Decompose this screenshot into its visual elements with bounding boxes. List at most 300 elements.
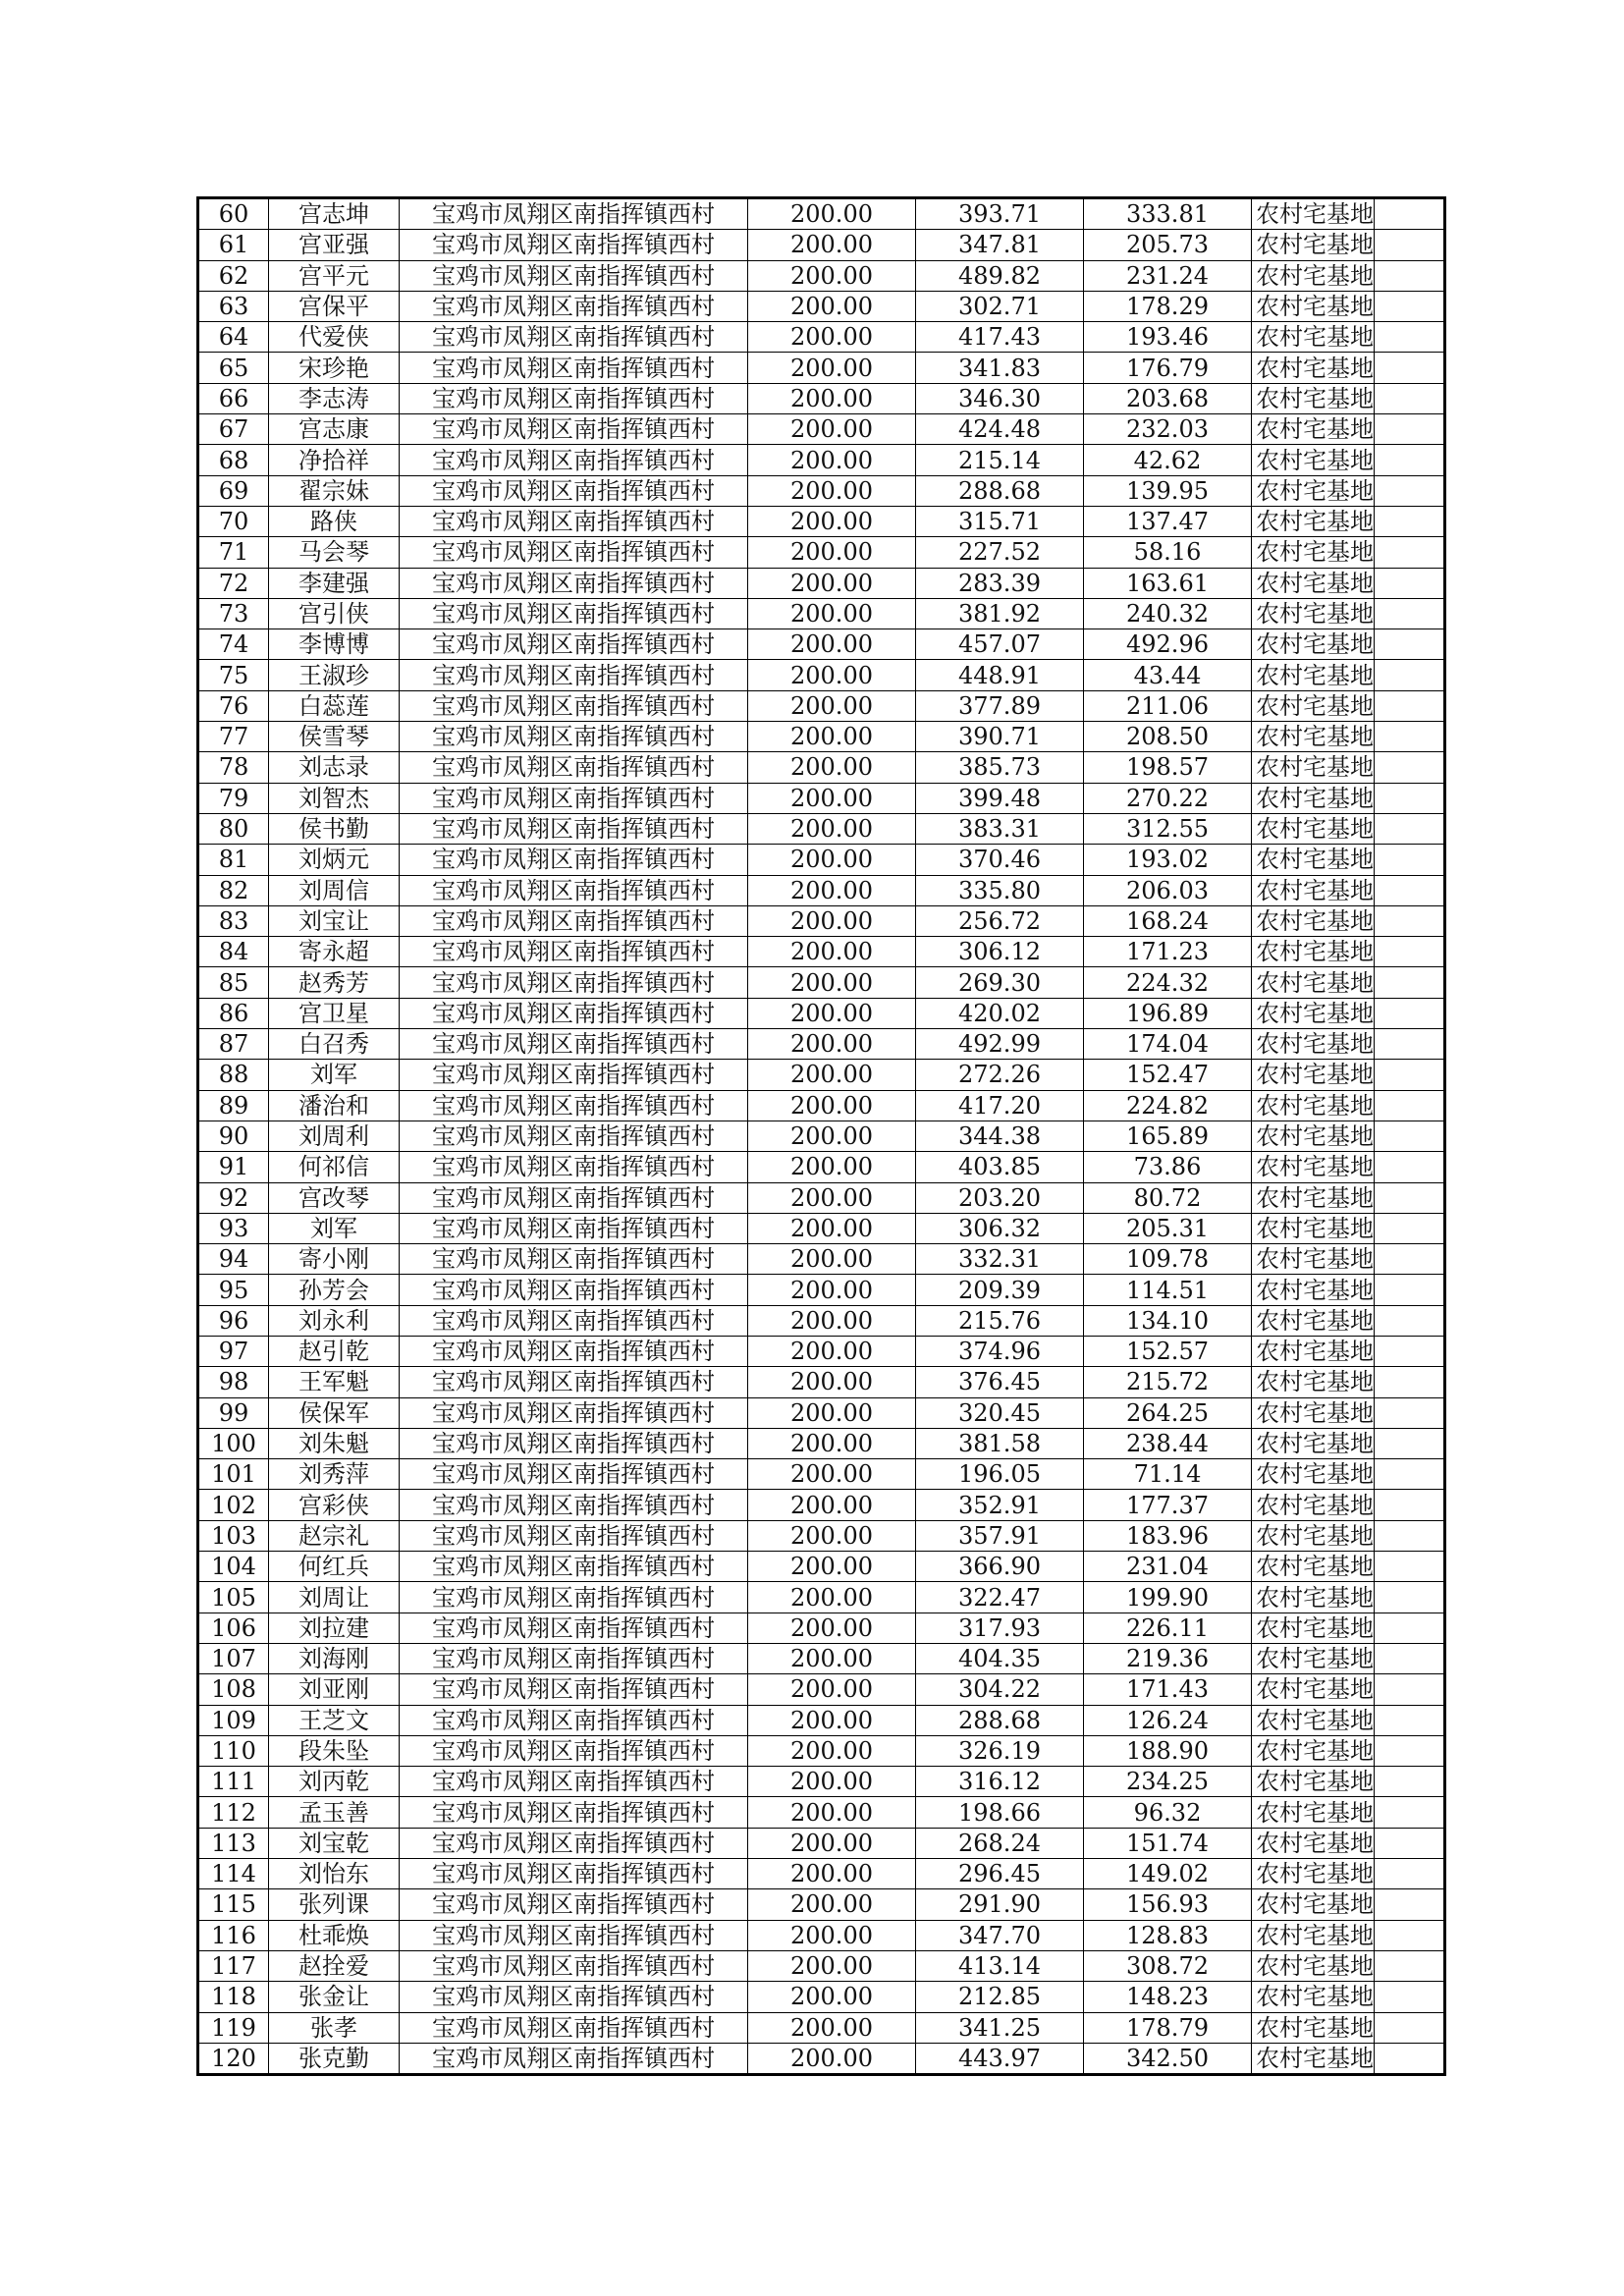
address-cell: 宝鸡市凤翔区南指挥镇西村 — [400, 1674, 748, 1705]
area-a-cell: 315.71 — [916, 506, 1084, 536]
owner-name-cell: 赵秀芳 — [269, 967, 400, 998]
land-type-cell: 农村宅基地 — [1252, 1121, 1375, 1151]
area-b-cell: 199.90 — [1084, 1582, 1252, 1613]
owner-name-cell: 刘海刚 — [269, 1643, 400, 1673]
row-number-cell: 109 — [198, 1705, 269, 1735]
remarks-cell — [1375, 383, 1445, 413]
remarks-cell — [1375, 291, 1445, 321]
area-b-cell: 270.22 — [1084, 783, 1252, 813]
remarks-cell — [1375, 629, 1445, 660]
address-cell: 宝鸡市凤翔区南指挥镇西村 — [400, 537, 748, 568]
remarks-cell — [1375, 2012, 1445, 2043]
table-row — [198, 1552, 1445, 1582]
row-number-cell: 75 — [198, 660, 269, 690]
area-b-cell: 224.82 — [1084, 1090, 1252, 1121]
area-a-cell: 335.80 — [916, 875, 1084, 905]
owner-name-cell: 刘秀萍 — [269, 1459, 400, 1490]
table-row — [198, 875, 1445, 905]
area-b-cell: 226.11 — [1084, 1613, 1252, 1643]
row-number-cell: 118 — [198, 1982, 269, 2012]
area-b-cell: 109.78 — [1084, 1244, 1252, 1275]
area-b-cell: 128.83 — [1084, 1920, 1252, 1950]
land-type-cell: 农村宅基地 — [1252, 445, 1375, 475]
address-cell: 宝鸡市凤翔区南指挥镇西村 — [400, 629, 748, 660]
land-type-cell: 农村宅基地 — [1252, 937, 1375, 967]
standard-area-cell: 200.00 — [748, 414, 916, 445]
owner-name-cell: 宫彩侠 — [269, 1490, 400, 1520]
area-a-cell: 227.52 — [916, 537, 1084, 568]
land-type-cell: 农村宅基地 — [1252, 1797, 1375, 1828]
row-number-cell: 62 — [198, 260, 269, 291]
row-number-cell: 89 — [198, 1090, 269, 1121]
standard-area-cell: 200.00 — [748, 967, 916, 998]
address-cell: 宝鸡市凤翔区南指挥镇西村 — [400, 937, 748, 967]
area-b-cell: 211.06 — [1084, 690, 1252, 721]
standard-area-cell: 200.00 — [748, 1090, 916, 1121]
table-row — [198, 1735, 1445, 1766]
standard-area-cell: 200.00 — [748, 198, 916, 230]
row-number-cell: 100 — [198, 1428, 269, 1458]
address-cell: 宝鸡市凤翔区南指挥镇西村 — [400, 1889, 748, 1920]
area-a-cell: 215.14 — [916, 445, 1084, 475]
area-a-cell: 316.12 — [916, 1767, 1084, 1797]
address-cell: 宝鸡市凤翔区南指挥镇西村 — [400, 1982, 748, 2012]
remarks-cell — [1375, 1336, 1445, 1366]
table-row — [198, 1244, 1445, 1275]
owner-name-cell: 张孝 — [269, 2012, 400, 2043]
land-type-cell: 农村宅基地 — [1252, 198, 1375, 230]
homestead-table — [196, 196, 1446, 2076]
land-type-cell: 农村宅基地 — [1252, 1889, 1375, 1920]
table-row — [198, 1397, 1445, 1428]
owner-name-cell: 赵引乾 — [269, 1336, 400, 1366]
row-number-cell: 86 — [198, 998, 269, 1028]
table-row — [198, 2012, 1445, 2043]
row-number-cell: 74 — [198, 629, 269, 660]
remarks-cell — [1375, 1121, 1445, 1151]
table-row — [198, 1213, 1445, 1243]
address-cell: 宝鸡市凤翔区南指挥镇西村 — [400, 1643, 748, 1673]
row-number-cell: 115 — [198, 1889, 269, 1920]
area-a-cell: 374.96 — [916, 1336, 1084, 1366]
land-type-cell: 农村宅基地 — [1252, 1828, 1375, 1858]
area-a-cell: 272.26 — [916, 1060, 1084, 1090]
area-a-cell: 215.76 — [916, 1305, 1084, 1336]
address-cell: 宝鸡市凤翔区南指挥镇西村 — [400, 1459, 748, 1490]
area-b-cell: 165.89 — [1084, 1121, 1252, 1151]
area-b-cell: 206.03 — [1084, 875, 1252, 905]
area-b-cell: 333.81 — [1084, 198, 1252, 230]
land-type-cell: 农村宅基地 — [1252, 1735, 1375, 1766]
row-number-cell: 80 — [198, 813, 269, 844]
remarks-cell — [1375, 1797, 1445, 1828]
table-row — [198, 813, 1445, 844]
table-row — [198, 1982, 1445, 2012]
area-b-cell: 148.23 — [1084, 1982, 1252, 2012]
standard-area-cell: 200.00 — [748, 1367, 916, 1397]
row-number-cell: 68 — [198, 445, 269, 475]
address-cell: 宝鸡市凤翔区南指挥镇西村 — [400, 1797, 748, 1828]
row-number-cell: 73 — [198, 598, 269, 629]
table-row — [198, 998, 1445, 1028]
area-a-cell: 332.31 — [916, 1244, 1084, 1275]
remarks-cell — [1375, 1090, 1445, 1121]
remarks-cell — [1375, 1490, 1445, 1520]
land-type-cell: 农村宅基地 — [1252, 414, 1375, 445]
land-type-cell: 农村宅基地 — [1252, 1090, 1375, 1121]
address-cell: 宝鸡市凤翔区南指挥镇西村 — [400, 1767, 748, 1797]
address-cell: 宝鸡市凤翔区南指挥镇西村 — [400, 967, 748, 998]
table-row — [198, 1950, 1445, 1981]
standard-area-cell: 200.00 — [748, 1520, 916, 1551]
owner-name-cell: 侯保军 — [269, 1397, 400, 1428]
address-cell: 宝鸡市凤翔区南指挥镇西村 — [400, 1029, 748, 1060]
address-cell: 宝鸡市凤翔区南指挥镇西村 — [400, 1397, 748, 1428]
address-cell: 宝鸡市凤翔区南指挥镇西村 — [400, 1920, 748, 1950]
table-row — [198, 322, 1445, 353]
owner-name-cell: 张克勤 — [269, 2043, 400, 2074]
table-row — [198, 1613, 1445, 1643]
remarks-cell — [1375, 1552, 1445, 1582]
row-number-cell: 65 — [198, 353, 269, 383]
standard-area-cell: 200.00 — [748, 1121, 916, 1151]
table-row — [198, 260, 1445, 291]
standard-area-cell: 200.00 — [748, 1182, 916, 1213]
area-a-cell: 413.14 — [916, 1950, 1084, 1981]
address-cell: 宝鸡市凤翔区南指挥镇西村 — [400, 1060, 748, 1090]
address-cell: 宝鸡市凤翔区南指挥镇西村 — [400, 1090, 748, 1121]
standard-area-cell: 200.00 — [748, 1613, 916, 1643]
row-number-cell: 107 — [198, 1643, 269, 1673]
standard-area-cell: 200.00 — [748, 1735, 916, 1766]
remarks-cell — [1375, 2043, 1445, 2074]
area-b-cell: 342.50 — [1084, 2043, 1252, 2074]
land-type-cell: 农村宅基地 — [1252, 1520, 1375, 1551]
land-type-cell: 农村宅基地 — [1252, 1182, 1375, 1213]
land-type-cell: 农村宅基地 — [1252, 568, 1375, 598]
land-type-cell: 农村宅基地 — [1252, 1950, 1375, 1981]
land-type-cell: 农村宅基地 — [1252, 752, 1375, 783]
area-a-cell: 357.91 — [916, 1520, 1084, 1551]
table-row — [198, 414, 1445, 445]
owner-name-cell: 王军魁 — [269, 1367, 400, 1397]
remarks-cell — [1375, 260, 1445, 291]
remarks-cell — [1375, 414, 1445, 445]
remarks-cell — [1375, 722, 1445, 752]
remarks-cell — [1375, 598, 1445, 629]
remarks-cell — [1375, 1029, 1445, 1060]
area-b-cell: 96.32 — [1084, 1797, 1252, 1828]
area-a-cell: 403.85 — [916, 1152, 1084, 1182]
standard-area-cell: 200.00 — [748, 905, 916, 936]
address-cell: 宝鸡市凤翔区南指挥镇西村 — [400, 2012, 748, 2043]
remarks-cell — [1375, 1582, 1445, 1613]
address-cell: 宝鸡市凤翔区南指挥镇西村 — [400, 1367, 748, 1397]
owner-name-cell: 宫志坤 — [269, 198, 400, 230]
area-b-cell: 151.74 — [1084, 1828, 1252, 1858]
area-a-cell: 341.25 — [916, 2012, 1084, 2043]
land-type-cell: 农村宅基地 — [1252, 537, 1375, 568]
row-number-cell: 99 — [198, 1397, 269, 1428]
remarks-cell — [1375, 937, 1445, 967]
row-number-cell: 69 — [198, 475, 269, 506]
remarks-cell — [1375, 905, 1445, 936]
land-type-cell: 农村宅基地 — [1252, 1244, 1375, 1275]
land-type-cell: 农村宅基地 — [1252, 967, 1375, 998]
table-row — [198, 1305, 1445, 1336]
area-a-cell: 203.20 — [916, 1182, 1084, 1213]
remarks-cell — [1375, 1213, 1445, 1243]
remarks-cell — [1375, 783, 1445, 813]
owner-name-cell: 宫平元 — [269, 260, 400, 291]
owner-name-cell: 宫志康 — [269, 414, 400, 445]
owner-name-cell: 宫引侠 — [269, 598, 400, 629]
land-type-cell: 农村宅基地 — [1252, 2012, 1375, 2043]
land-type-cell: 农村宅基地 — [1252, 598, 1375, 629]
remarks-cell — [1375, 845, 1445, 875]
standard-area-cell: 200.00 — [748, 1336, 916, 1366]
land-type-cell: 农村宅基地 — [1252, 1582, 1375, 1613]
area-b-cell: 193.46 — [1084, 322, 1252, 353]
area-b-cell: 193.02 — [1084, 845, 1252, 875]
remarks-cell — [1375, 1705, 1445, 1735]
row-number-cell: 78 — [198, 752, 269, 783]
area-a-cell: 366.90 — [916, 1552, 1084, 1582]
address-cell: 宝鸡市凤翔区南指挥镇西村 — [400, 1213, 748, 1243]
address-cell: 宝鸡市凤翔区南指挥镇西村 — [400, 506, 748, 536]
area-b-cell: 134.10 — [1084, 1305, 1252, 1336]
address-cell: 宝鸡市凤翔区南指挥镇西村 — [400, 905, 748, 936]
table-row — [198, 1828, 1445, 1858]
land-type-cell: 农村宅基地 — [1252, 845, 1375, 875]
remarks-cell — [1375, 568, 1445, 598]
row-number-cell: 92 — [198, 1182, 269, 1213]
address-cell: 宝鸡市凤翔区南指挥镇西村 — [400, 198, 748, 230]
owner-name-cell: 赵宗礼 — [269, 1520, 400, 1551]
area-a-cell: 347.81 — [916, 230, 1084, 260]
row-number-cell: 103 — [198, 1520, 269, 1551]
area-a-cell: 420.02 — [916, 998, 1084, 1028]
remarks-cell — [1375, 1920, 1445, 1950]
row-number-cell: 120 — [198, 2043, 269, 2074]
address-cell: 宝鸡市凤翔区南指挥镇西村 — [400, 1828, 748, 1858]
owner-name-cell: 白召秀 — [269, 1029, 400, 1060]
area-b-cell: 231.24 — [1084, 260, 1252, 291]
owner-name-cell: 刘朱魁 — [269, 1428, 400, 1458]
row-number-cell: 61 — [198, 230, 269, 260]
land-type-cell: 农村宅基地 — [1252, 1613, 1375, 1643]
address-cell: 宝鸡市凤翔区南指挥镇西村 — [400, 1152, 748, 1182]
owner-name-cell: 李建强 — [269, 568, 400, 598]
row-number-cell: 72 — [198, 568, 269, 598]
address-cell: 宝鸡市凤翔区南指挥镇西村 — [400, 845, 748, 875]
standard-area-cell: 200.00 — [748, 1582, 916, 1613]
remarks-cell — [1375, 1613, 1445, 1643]
standard-area-cell: 200.00 — [748, 783, 916, 813]
table-row — [198, 1920, 1445, 1950]
area-a-cell: 269.30 — [916, 967, 1084, 998]
land-type-cell: 农村宅基地 — [1252, 1859, 1375, 1889]
area-b-cell: 176.79 — [1084, 353, 1252, 383]
area-b-cell: 183.96 — [1084, 1520, 1252, 1551]
table-row — [198, 690, 1445, 721]
area-b-cell: 264.25 — [1084, 1397, 1252, 1428]
land-type-cell: 农村宅基地 — [1252, 1213, 1375, 1243]
owner-name-cell: 刘智杰 — [269, 783, 400, 813]
land-type-cell: 农村宅基地 — [1252, 260, 1375, 291]
owner-name-cell: 宫保平 — [269, 291, 400, 321]
land-type-cell: 农村宅基地 — [1252, 506, 1375, 536]
table-row — [198, 752, 1445, 783]
standard-area-cell: 200.00 — [748, 1152, 916, 1182]
standard-area-cell: 200.00 — [748, 1213, 916, 1243]
table-row — [198, 1490, 1445, 1520]
remarks-cell — [1375, 445, 1445, 475]
remarks-cell — [1375, 1982, 1445, 2012]
remarks-cell — [1375, 813, 1445, 844]
table-row — [198, 1367, 1445, 1397]
standard-area-cell: 200.00 — [748, 722, 916, 752]
area-b-cell: 205.31 — [1084, 1213, 1252, 1243]
owner-name-cell: 何祁信 — [269, 1152, 400, 1182]
address-cell: 宝鸡市凤翔区南指挥镇西村 — [400, 568, 748, 598]
remarks-cell — [1375, 660, 1445, 690]
area-a-cell: 291.90 — [916, 1889, 1084, 1920]
owner-name-cell: 张金让 — [269, 1982, 400, 2012]
address-cell: 宝鸡市凤翔区南指挥镇西村 — [400, 1735, 748, 1766]
area-b-cell: 58.16 — [1084, 537, 1252, 568]
area-a-cell: 322.47 — [916, 1582, 1084, 1613]
table-row — [198, 660, 1445, 690]
remarks-cell — [1375, 1305, 1445, 1336]
standard-area-cell: 200.00 — [748, 1552, 916, 1582]
area-b-cell: 126.24 — [1084, 1705, 1252, 1735]
area-b-cell: 224.32 — [1084, 967, 1252, 998]
area-a-cell: 317.93 — [916, 1613, 1084, 1643]
address-cell: 宝鸡市凤翔区南指挥镇西村 — [400, 1121, 748, 1151]
row-number-cell: 77 — [198, 722, 269, 752]
area-a-cell: 288.68 — [916, 475, 1084, 506]
address-cell: 宝鸡市凤翔区南指挥镇西村 — [400, 1950, 748, 1981]
land-type-cell: 农村宅基地 — [1252, 353, 1375, 383]
address-cell: 宝鸡市凤翔区南指挥镇西村 — [400, 291, 748, 321]
land-type-cell: 农村宅基地 — [1252, 1060, 1375, 1090]
land-type-cell: 农村宅基地 — [1252, 660, 1375, 690]
remarks-cell — [1375, 998, 1445, 1028]
standard-area-cell: 200.00 — [748, 291, 916, 321]
owner-name-cell: 杜乖焕 — [269, 1920, 400, 1950]
owner-name-cell: 代爱侠 — [269, 322, 400, 353]
remarks-cell — [1375, 1060, 1445, 1090]
standard-area-cell: 200.00 — [748, 1244, 916, 1275]
area-b-cell: 231.04 — [1084, 1552, 1252, 1582]
table-row — [198, 629, 1445, 660]
owner-name-cell: 侯雪琴 — [269, 722, 400, 752]
address-cell: 宝鸡市凤翔区南指挥镇西村 — [400, 752, 748, 783]
area-a-cell: 256.72 — [916, 905, 1084, 936]
owner-name-cell: 刘周信 — [269, 875, 400, 905]
owner-name-cell: 宋珍艳 — [269, 353, 400, 383]
row-number-cell: 104 — [198, 1552, 269, 1582]
row-number-cell: 70 — [198, 506, 269, 536]
area-a-cell: 393.71 — [916, 198, 1084, 230]
area-b-cell: 171.23 — [1084, 937, 1252, 967]
table-row — [198, 783, 1445, 813]
land-type-cell: 农村宅基地 — [1252, 1428, 1375, 1458]
address-cell: 宝鸡市凤翔区南指挥镇西村 — [400, 813, 748, 844]
area-b-cell: 238.44 — [1084, 1428, 1252, 1458]
standard-area-cell: 200.00 — [748, 1060, 916, 1090]
area-a-cell: 457.07 — [916, 629, 1084, 660]
row-number-cell: 94 — [198, 1244, 269, 1275]
standard-area-cell: 200.00 — [748, 690, 916, 721]
address-cell: 宝鸡市凤翔区南指挥镇西村 — [400, 1244, 748, 1275]
standard-area-cell: 200.00 — [748, 2043, 916, 2074]
address-cell: 宝鸡市凤翔区南指挥镇西村 — [400, 998, 748, 1028]
area-a-cell: 443.97 — [916, 2043, 1084, 2074]
table-row — [198, 1643, 1445, 1673]
standard-area-cell: 200.00 — [748, 383, 916, 413]
table-row — [198, 1182, 1445, 1213]
row-number-cell: 66 — [198, 383, 269, 413]
standard-area-cell: 200.00 — [748, 1275, 916, 1305]
area-a-cell: 383.31 — [916, 813, 1084, 844]
row-number-cell: 83 — [198, 905, 269, 936]
owner-name-cell: 宫改琴 — [269, 1182, 400, 1213]
row-number-cell: 84 — [198, 937, 269, 967]
remarks-cell — [1375, 875, 1445, 905]
area-a-cell: 306.32 — [916, 1213, 1084, 1243]
area-b-cell: 42.62 — [1084, 445, 1252, 475]
address-cell: 宝鸡市凤翔区南指挥镇西村 — [400, 1336, 748, 1366]
owner-name-cell: 刘拉建 — [269, 1613, 400, 1643]
row-number-cell: 119 — [198, 2012, 269, 2043]
standard-area-cell: 200.00 — [748, 230, 916, 260]
standard-area-cell: 200.00 — [748, 475, 916, 506]
land-type-cell: 农村宅基地 — [1252, 1552, 1375, 1582]
land-type-cell: 农村宅基地 — [1252, 1674, 1375, 1705]
table-row — [198, 475, 1445, 506]
area-a-cell: 404.35 — [916, 1643, 1084, 1673]
area-a-cell: 346.30 — [916, 383, 1084, 413]
land-type-cell: 农村宅基地 — [1252, 722, 1375, 752]
land-type-cell: 农村宅基地 — [1252, 1459, 1375, 1490]
table-row — [198, 1674, 1445, 1705]
land-type-cell: 农村宅基地 — [1252, 1152, 1375, 1182]
land-type-cell: 农村宅基地 — [1252, 783, 1375, 813]
owner-name-cell: 刘志录 — [269, 752, 400, 783]
standard-area-cell: 200.00 — [748, 1950, 916, 1981]
owner-name-cell: 何红兵 — [269, 1552, 400, 1582]
area-b-cell: 163.61 — [1084, 568, 1252, 598]
row-number-cell: 117 — [198, 1950, 269, 1981]
owner-name-cell: 刘军 — [269, 1213, 400, 1243]
address-cell: 宝鸡市凤翔区南指挥镇西村 — [400, 690, 748, 721]
owner-name-cell: 马会琴 — [269, 537, 400, 568]
land-type-cell: 农村宅基地 — [1252, 1029, 1375, 1060]
owner-name-cell: 刘军 — [269, 1060, 400, 1090]
area-b-cell: 232.03 — [1084, 414, 1252, 445]
standard-area-cell: 200.00 — [748, 629, 916, 660]
remarks-cell — [1375, 322, 1445, 353]
standard-area-cell: 200.00 — [748, 1490, 916, 1520]
standard-area-cell: 200.00 — [748, 1797, 916, 1828]
row-number-cell: 113 — [198, 1828, 269, 1858]
row-number-cell: 79 — [198, 783, 269, 813]
owner-name-cell: 刘宝乾 — [269, 1828, 400, 1858]
address-cell: 宝鸡市凤翔区南指挥镇西村 — [400, 783, 748, 813]
address-cell: 宝鸡市凤翔区南指挥镇西村 — [400, 722, 748, 752]
